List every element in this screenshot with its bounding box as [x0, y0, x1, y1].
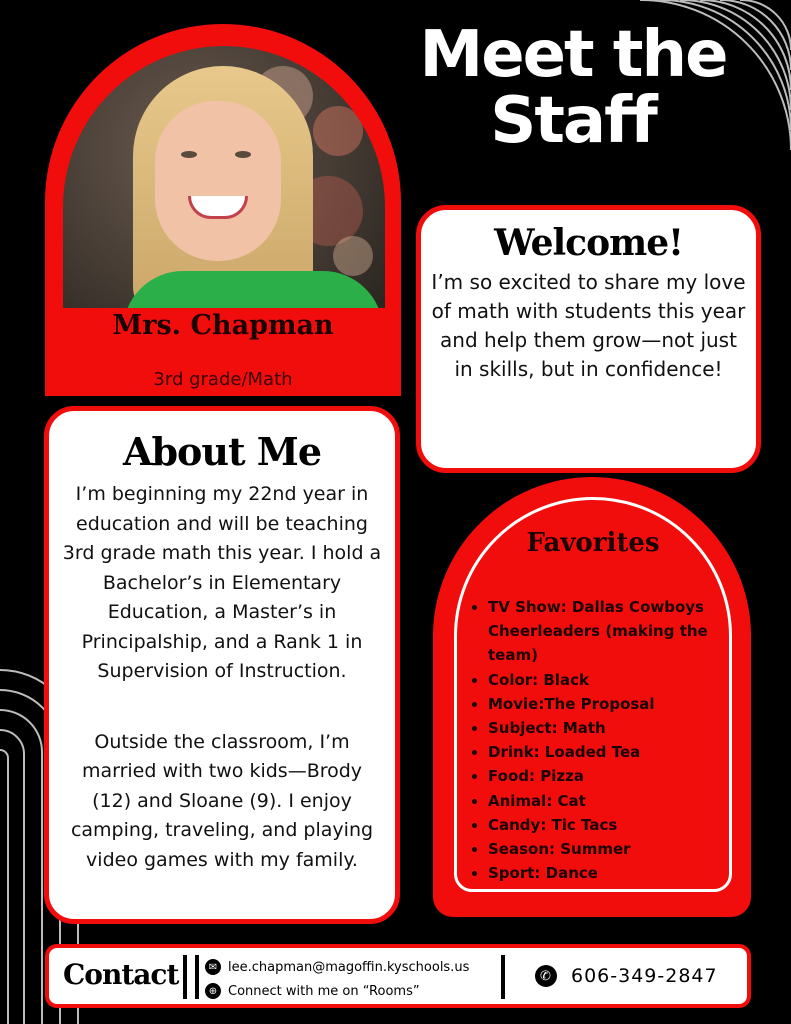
contact-label: Contact	[63, 958, 179, 991]
favorite-item: • TV Show: Dallas Cowboys Cheerleaders (making the team)	[488, 595, 748, 668]
email-icon: ✉	[205, 959, 221, 975]
about-card	[44, 406, 400, 924]
globe-icon: ⊕	[205, 983, 221, 999]
welcome-text: I’m so excited to share my love of math with students this year and help them grow—not just in skills, but in confidence!	[431, 270, 746, 381]
email-text: lee.chapman@magoffin.kyschools.us	[228, 959, 470, 975]
contact-divider	[501, 955, 505, 999]
favorite-item: • Season: Summer	[488, 837, 748, 861]
favorites-list	[468, 595, 748, 885]
favorite-item: • Candy: Tic Tacs	[488, 813, 748, 837]
title-line-1: Meet the	[419, 18, 727, 92]
phone-text: 606-349-2847	[571, 965, 718, 987]
contact-bar	[45, 944, 751, 1008]
contact-divider	[183, 955, 187, 999]
staff-name: Mrs. Chapman	[112, 310, 334, 341]
about-paragraph-1: I’m beginning my 22nd year in education and will be teaching 3rd grade math this year. I hold a Bachelor’s in Elementary Education, a Master’s in Principalship, and a Rank 1 in Supervision of Instruction.	[62, 483, 382, 682]
welcome-heading: Welcome!	[494, 222, 683, 264]
favorite-item: • Drink: Loaded Tea	[488, 740, 748, 764]
email-link[interactable]	[205, 959, 469, 975]
about-paragraph-2: Outside the classroom, I’m married with two kids—Brody (12) and Sloane (9). I enjoy camping, traveling, and playing video games with my family.	[70, 730, 374, 871]
staff-role: 3rd grade/Math	[153, 369, 293, 390]
favorite-item: • Color: Black	[488, 668, 748, 692]
phone-icon: ✆	[535, 965, 557, 987]
phone-link[interactable]	[535, 965, 718, 987]
favorite-item: • Animal: Cat	[488, 789, 748, 813]
title-line-2: Staff	[490, 84, 656, 158]
welcome-card	[416, 205, 761, 473]
favorite-item: • Subject: Math	[488, 716, 748, 740]
favorite-item: • Movie:The Proposal	[488, 692, 748, 716]
contact-divider	[195, 955, 199, 999]
favorite-item: • Sport: Dance	[488, 861, 748, 885]
about-spacer	[49, 693, 395, 722]
favorite-item: • Food: Pizza	[488, 764, 748, 788]
page-title	[398, 18, 748, 158]
favorites-heading: Favorites	[526, 528, 660, 558]
rooms-link[interactable]	[205, 983, 420, 999]
about-heading: About Me	[122, 429, 322, 474]
rooms-text: Connect with me on “Rooms”	[228, 983, 420, 999]
